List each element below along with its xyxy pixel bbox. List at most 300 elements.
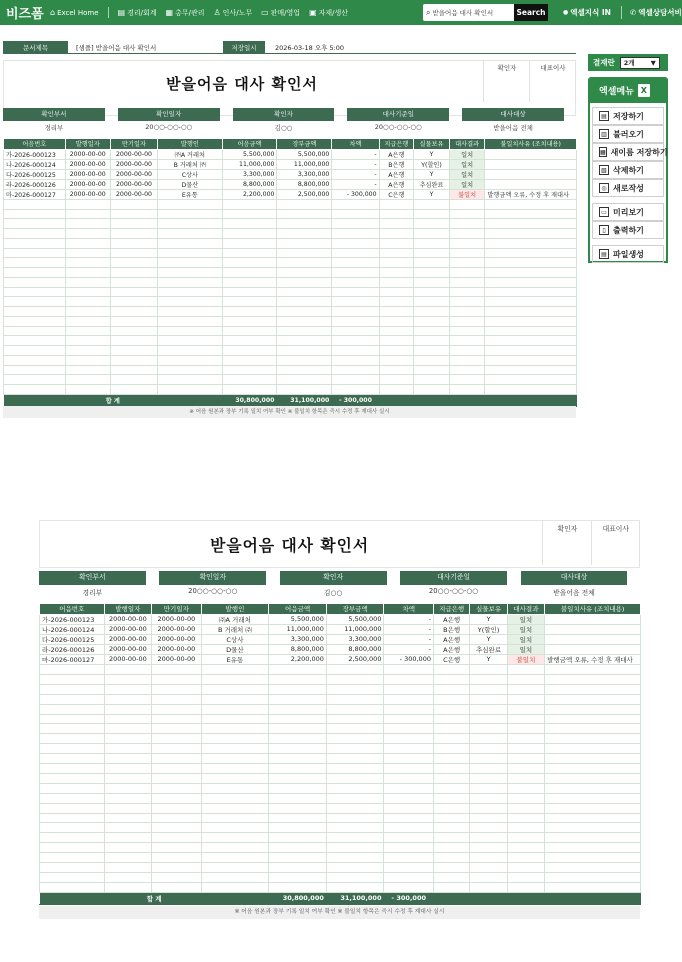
table-cell[interactable]: - 300,000 <box>384 654 434 664</box>
table-cell-empty[interactable] <box>433 664 469 674</box>
table-cell-empty[interactable] <box>379 277 414 287</box>
table-cell-empty[interactable] <box>326 833 384 843</box>
table-cell-empty[interactable] <box>104 744 152 754</box>
table-cell-empty[interactable] <box>104 724 152 734</box>
table-cell[interactable]: 11,000,000 <box>269 624 327 634</box>
table-cell-empty[interactable] <box>104 674 152 684</box>
table-cell-empty[interactable] <box>485 375 577 385</box>
table-cell-empty[interactable] <box>201 724 269 734</box>
table-cell-empty[interactable] <box>104 773 152 783</box>
table-cell-empty[interactable] <box>384 714 434 724</box>
table-cell[interactable]: 2,200,000 <box>222 189 277 199</box>
table-cell-empty[interactable] <box>269 853 327 863</box>
table-cell-empty[interactable] <box>470 803 507 813</box>
table-cell-empty[interactable] <box>433 754 469 764</box>
table-cell-empty[interactable] <box>470 684 507 694</box>
table-cell-empty[interactable] <box>277 229 332 239</box>
table-cell[interactable]: 일치 <box>449 149 485 159</box>
table-cell[interactable]: 일치 <box>449 169 485 179</box>
nav-item-accounting[interactable]: ▤ 경리/회계 <box>117 8 157 17</box>
table-cell-empty[interactable] <box>222 248 277 258</box>
table-cell-empty[interactable] <box>545 724 641 734</box>
table-cell-empty[interactable] <box>433 813 469 823</box>
table-cell-empty[interactable] <box>277 336 332 346</box>
table-cell-empty[interactable] <box>507 744 544 754</box>
table-cell[interactable]: 라-2026-000126 <box>4 179 66 189</box>
table-cell[interactable]: B은행 <box>379 159 414 169</box>
table-cell-empty[interactable] <box>326 744 384 754</box>
table-cell-empty[interactable] <box>384 664 434 674</box>
table-cell-empty[interactable] <box>485 326 577 336</box>
table-cell-empty[interactable] <box>414 268 450 278</box>
table-cell-empty[interactable] <box>104 704 152 714</box>
table-cell-empty[interactable] <box>152 664 202 674</box>
table-cell[interactable]: A은행 <box>433 644 469 654</box>
table-cell-empty[interactable] <box>384 803 434 813</box>
table-cell-empty[interactable] <box>485 277 577 287</box>
table-cell-empty[interactable] <box>433 833 469 843</box>
table-cell-empty[interactable] <box>269 863 327 873</box>
table-cell-empty[interactable] <box>104 803 152 813</box>
table-cell-empty[interactable] <box>433 694 469 704</box>
table-cell-empty[interactable] <box>222 277 277 287</box>
table-cell-empty[interactable] <box>379 375 414 385</box>
table-cell-empty[interactable] <box>379 268 414 278</box>
table-cell-empty[interactable] <box>152 853 202 863</box>
table-cell-empty[interactable] <box>152 773 202 783</box>
table-cell-empty[interactable] <box>201 882 269 892</box>
table-cell-empty[interactable] <box>326 793 384 803</box>
table-cell-empty[interactable] <box>449 258 485 268</box>
table-cell-empty[interactable] <box>433 803 469 813</box>
table-cell[interactable]: 다-2026-000125 <box>40 634 105 644</box>
table-cell-empty[interactable] <box>384 863 434 873</box>
table-cell-empty[interactable] <box>507 684 544 694</box>
table-cell-empty[interactable] <box>201 694 269 704</box>
table-cell-empty[interactable] <box>470 674 507 684</box>
table-cell[interactable]: 나-2026-000124 <box>40 624 105 634</box>
table-cell-empty[interactable] <box>470 754 507 764</box>
table-cell-empty[interactable] <box>470 833 507 843</box>
table-cell-empty[interactable] <box>222 336 277 346</box>
table-cell-empty[interactable] <box>507 873 544 883</box>
table-cell-empty[interactable] <box>65 258 110 268</box>
table-cell-empty[interactable] <box>65 346 110 356</box>
table-cell-empty[interactable] <box>110 385 157 395</box>
table-cell-empty[interactable] <box>110 238 157 248</box>
table-cell-empty[interactable] <box>332 355 379 365</box>
table-cell[interactable]: 가-2026-000123 <box>40 614 105 624</box>
table-cell[interactable]: - <box>332 159 379 169</box>
table-cell[interactable]: 2000-00-00 <box>110 159 157 169</box>
table-cell-empty[interactable] <box>545 704 641 714</box>
table-cell-empty[interactable] <box>40 734 105 744</box>
table-cell-empty[interactable] <box>384 724 434 734</box>
table-cell-empty[interactable] <box>470 764 507 774</box>
table-cell[interactable] <box>545 644 641 654</box>
table-cell-empty[interactable] <box>277 375 332 385</box>
table-cell-empty[interactable] <box>110 277 157 287</box>
table-cell[interactable]: 일치 <box>507 614 544 624</box>
table-cell-empty[interactable] <box>201 734 269 744</box>
table-cell-empty[interactable] <box>4 336 66 346</box>
table-cell-empty[interactable] <box>449 326 485 336</box>
table-cell-empty[interactable] <box>485 346 577 356</box>
table-cell-empty[interactable] <box>433 793 469 803</box>
table-cell[interactable]: 일치 <box>507 644 544 654</box>
table-cell-empty[interactable] <box>449 307 485 317</box>
table-cell-empty[interactable] <box>485 316 577 326</box>
table-cell-empty[interactable] <box>222 268 277 278</box>
table-cell-empty[interactable] <box>269 704 327 714</box>
table-cell[interactable]: C은행 <box>379 189 414 199</box>
table-cell-empty[interactable] <box>4 297 66 307</box>
table-cell-empty[interactable] <box>110 199 157 209</box>
table-cell-empty[interactable] <box>545 664 641 674</box>
table-cell-empty[interactable] <box>152 833 202 843</box>
table-cell-empty[interactable] <box>222 385 277 395</box>
table-cell[interactable]: 5,500,000 <box>269 614 327 624</box>
table-cell-empty[interactable] <box>158 277 223 287</box>
table-cell-empty[interactable] <box>433 744 469 754</box>
table-cell-empty[interactable] <box>485 258 577 268</box>
doc-title-value[interactable]: [샘플] 받을어음 대사 확인서 <box>76 43 157 52</box>
info-value[interactable]: 김○○ <box>323 588 343 597</box>
table-cell-empty[interactable] <box>4 346 66 356</box>
table-cell-empty[interactable] <box>507 694 544 704</box>
table-cell-empty[interactable] <box>222 307 277 317</box>
table-cell[interactable]: 나-2026-000124 <box>4 159 66 169</box>
info-value[interactable]: 받을어음 전체 <box>493 124 533 132</box>
table-cell[interactable]: 일치 <box>449 159 485 169</box>
table-cell-empty[interactable] <box>384 853 434 863</box>
table-cell[interactable]: - <box>332 179 379 189</box>
table-cell-empty[interactable] <box>326 674 384 684</box>
table-cell-empty[interactable] <box>269 773 327 783</box>
table-cell[interactable]: - 300,000 <box>332 189 379 199</box>
table-cell-empty[interactable] <box>433 734 469 744</box>
table-cell-empty[interactable] <box>201 714 269 724</box>
table-cell[interactable]: 2000-00-00 <box>152 614 202 624</box>
table-cell-empty[interactable] <box>222 258 277 268</box>
table-cell-empty[interactable] <box>384 773 434 783</box>
table-cell-empty[interactable] <box>379 365 414 375</box>
table-cell-empty[interactable] <box>326 734 384 744</box>
table-cell-empty[interactable] <box>449 209 485 219</box>
table-cell[interactable]: 3,300,000 <box>326 634 384 644</box>
table-cell-empty[interactable] <box>545 764 641 774</box>
table-cell-empty[interactable] <box>277 297 332 307</box>
info-value[interactable]: 경리부 <box>44 124 64 132</box>
table-cell-empty[interactable] <box>158 258 223 268</box>
table-cell-empty[interactable] <box>222 229 277 239</box>
table-cell[interactable]: Y <box>414 189 450 199</box>
table-cell-empty[interactable] <box>414 219 450 229</box>
table-cell-empty[interactable] <box>449 229 485 239</box>
table-cell[interactable]: A은행 <box>379 149 414 159</box>
table-cell-empty[interactable] <box>4 199 66 209</box>
table-cell-empty[interactable] <box>269 744 327 754</box>
table-cell-empty[interactable] <box>414 258 450 268</box>
table-cell-empty[interactable] <box>507 764 544 774</box>
table-cell-empty[interactable] <box>414 316 450 326</box>
table-cell-empty[interactable] <box>104 833 152 843</box>
table-cell-empty[interactable] <box>326 724 384 734</box>
table-cell[interactable]: A은행 <box>433 614 469 624</box>
table-cell[interactable]: Y(할인) <box>470 624 507 634</box>
table-cell[interactable]: - <box>384 624 434 634</box>
table-cell-empty[interactable] <box>4 385 66 395</box>
table-cell-empty[interactable] <box>384 783 434 793</box>
table-cell-empty[interactable] <box>104 734 152 744</box>
table-cell-empty[interactable] <box>65 268 110 278</box>
table-cell[interactable]: 일치 <box>507 624 544 634</box>
table-cell-empty[interactable] <box>384 744 434 754</box>
table-cell-empty[interactable] <box>152 684 202 694</box>
table-cell-empty[interactable] <box>152 843 202 853</box>
table-cell-empty[interactable] <box>222 355 277 365</box>
table-cell-empty[interactable] <box>326 803 384 813</box>
table-cell-empty[interactable] <box>332 219 379 229</box>
table-cell-empty[interactable] <box>201 843 269 853</box>
table-cell-empty[interactable] <box>222 219 277 229</box>
table-cell-empty[interactable] <box>449 248 485 258</box>
table-cell-empty[interactable] <box>384 793 434 803</box>
table-cell-empty[interactable] <box>152 863 202 873</box>
table-cell-empty[interactable] <box>201 803 269 813</box>
table-cell-empty[interactable] <box>110 297 157 307</box>
table-cell[interactable]: 2000-00-00 <box>152 634 202 644</box>
table-cell-empty[interactable] <box>269 694 327 704</box>
table-cell-empty[interactable] <box>158 346 223 356</box>
table-cell-empty[interactable] <box>222 375 277 385</box>
create-file-button[interactable]: ▤ 파일생성 <box>592 245 664 263</box>
table-cell-empty[interactable] <box>379 199 414 209</box>
table-cell-empty[interactable] <box>545 803 641 813</box>
table-cell-empty[interactable] <box>201 833 269 843</box>
table-cell-empty[interactable] <box>269 664 327 674</box>
table-cell-empty[interactable] <box>485 248 577 258</box>
table-cell[interactable]: 2000-00-00 <box>104 634 152 644</box>
excel-consult-link[interactable]: ✆ 엑셀상담서비 <box>621 6 682 19</box>
table-cell-empty[interactable] <box>201 704 269 714</box>
table-cell[interactable]: ㈜A 거래처 <box>201 614 269 624</box>
table-cell-empty[interactable] <box>158 375 223 385</box>
table-cell-empty[interactable] <box>40 724 105 734</box>
table-cell-empty[interactable] <box>332 199 379 209</box>
table-cell-empty[interactable] <box>222 316 277 326</box>
table-cell-empty[interactable] <box>277 248 332 258</box>
table-cell-empty[interactable] <box>201 853 269 863</box>
table-cell[interactable] <box>485 179 577 189</box>
table-cell-empty[interactable] <box>470 773 507 783</box>
table-cell-empty[interactable] <box>384 694 434 704</box>
table-cell[interactable]: 8,800,000 <box>277 179 332 189</box>
table-cell-empty[interactable] <box>269 873 327 883</box>
table-cell-empty[interactable] <box>104 853 152 863</box>
table-cell[interactable]: Y <box>470 634 507 644</box>
table-cell-empty[interactable] <box>414 277 450 287</box>
table-cell-empty[interactable] <box>379 336 414 346</box>
table-cell-empty[interactable] <box>470 694 507 704</box>
table-cell-empty[interactable] <box>470 734 507 744</box>
table-cell-empty[interactable] <box>433 773 469 783</box>
table-cell[interactable] <box>545 614 641 624</box>
table-cell-empty[interactable] <box>332 268 379 278</box>
table-cell-empty[interactable] <box>4 365 66 375</box>
table-cell[interactable]: 2000-00-00 <box>65 169 110 179</box>
table-cell-empty[interactable] <box>470 823 507 833</box>
table-cell-empty[interactable] <box>332 238 379 248</box>
table-cell-empty[interactable] <box>332 229 379 239</box>
table-cell-empty[interactable] <box>65 248 110 258</box>
table-cell-empty[interactable] <box>65 326 110 336</box>
table-cell-empty[interactable] <box>449 375 485 385</box>
table-cell-empty[interactable] <box>449 385 485 395</box>
table-cell[interactable]: 2000-00-00 <box>104 624 152 634</box>
table-cell-empty[interactable] <box>158 219 223 229</box>
table-cell-empty[interactable] <box>158 307 223 317</box>
table-cell[interactable]: E유통 <box>158 189 223 199</box>
table-cell-empty[interactable] <box>326 873 384 883</box>
table-cell-empty[interactable] <box>485 307 577 317</box>
table-cell-empty[interactable] <box>326 863 384 873</box>
table-cell[interactable]: 8,800,000 <box>269 644 327 654</box>
table-cell-empty[interactable] <box>65 229 110 239</box>
table-cell-empty[interactable] <box>545 823 641 833</box>
table-cell[interactable]: B은행 <box>433 624 469 634</box>
table-cell-empty[interactable] <box>384 823 434 833</box>
table-cell[interactable]: 2000-00-00 <box>152 644 202 654</box>
table-cell-empty[interactable] <box>40 694 105 704</box>
table-cell-empty[interactable] <box>222 287 277 297</box>
table-cell-empty[interactable] <box>110 219 157 229</box>
info-value[interactable]: 20○○-○○-○○ <box>428 586 479 595</box>
table-cell[interactable] <box>545 624 641 634</box>
table-cell-empty[interactable] <box>545 674 641 684</box>
table-cell[interactable]: 2000-00-00 <box>152 654 202 664</box>
nav-item-materials[interactable]: ▣ 자재/생산 <box>309 8 349 17</box>
table-cell-empty[interactable] <box>40 773 105 783</box>
table-cell-empty[interactable] <box>326 773 384 783</box>
preview-button[interactable]: ▭ 미리보기 <box>592 203 664 221</box>
table-cell-empty[interactable] <box>201 744 269 754</box>
table-cell-empty[interactable] <box>158 248 223 258</box>
table-cell-empty[interactable] <box>152 783 202 793</box>
table-cell[interactable] <box>545 634 641 644</box>
table-cell-empty[interactable] <box>40 783 105 793</box>
table-cell-empty[interactable] <box>104 714 152 724</box>
table-cell[interactable]: A은행 <box>379 179 414 189</box>
table-cell[interactable]: 2000-00-00 <box>65 149 110 159</box>
table-cell-empty[interactable] <box>152 714 202 724</box>
table-cell[interactable]: ㈜A 거래처 <box>158 149 223 159</box>
table-cell[interactable]: C상사 <box>201 634 269 644</box>
table-cell-empty[interactable] <box>507 853 544 863</box>
nav-item-hr[interactable]: ♙ 인사/노무 <box>213 8 253 17</box>
table-cell-empty[interactable] <box>65 316 110 326</box>
table-cell[interactable]: 불일치 <box>507 654 544 664</box>
table-cell[interactable]: 11,000,000 <box>326 624 384 634</box>
table-cell-empty[interactable] <box>152 724 202 734</box>
table-cell-empty[interactable] <box>152 882 202 892</box>
table-cell-empty[interactable] <box>277 238 332 248</box>
table-cell-empty[interactable] <box>269 724 327 734</box>
table-cell-empty[interactable] <box>485 365 577 375</box>
table-cell-empty[interactable] <box>414 326 450 336</box>
table-cell-empty[interactable] <box>470 863 507 873</box>
table-cell[interactable]: 11,000,000 <box>277 159 332 169</box>
table-cell-empty[interactable] <box>379 209 414 219</box>
table-cell[interactable]: 5,500,000 <box>222 149 277 159</box>
table-cell[interactable]: 2000-00-00 <box>104 654 152 664</box>
table-cell-empty[interactable] <box>104 684 152 694</box>
table-cell[interactable]: 2000-00-00 <box>65 159 110 169</box>
table-cell-empty[interactable] <box>414 229 450 239</box>
table-cell-empty[interactable] <box>104 843 152 853</box>
table-cell-empty[interactable] <box>332 307 379 317</box>
table-cell-empty[interactable] <box>414 297 450 307</box>
table-cell-empty[interactable] <box>379 238 414 248</box>
table-cell-empty[interactable] <box>277 277 332 287</box>
table-cell-empty[interactable] <box>40 863 105 873</box>
table-cell-empty[interactable] <box>269 843 327 853</box>
table-cell-empty[interactable] <box>332 365 379 375</box>
table-cell-empty[interactable] <box>470 724 507 734</box>
table-cell[interactable] <box>485 149 577 159</box>
table-cell-empty[interactable] <box>449 238 485 248</box>
table-cell[interactable]: 마-2026-000127 <box>4 189 66 199</box>
table-cell-empty[interactable] <box>152 813 202 823</box>
table-cell-empty[interactable] <box>4 316 66 326</box>
table-cell-empty[interactable] <box>104 783 152 793</box>
table-cell-empty[interactable] <box>201 823 269 833</box>
table-cell-empty[interactable] <box>485 238 577 248</box>
table-cell[interactable]: 마-2026-000127 <box>40 654 105 664</box>
table-cell-empty[interactable] <box>65 385 110 395</box>
table-cell-empty[interactable] <box>269 764 327 774</box>
table-cell-empty[interactable] <box>40 803 105 813</box>
table-cell-empty[interactable] <box>449 346 485 356</box>
table-cell-empty[interactable] <box>158 209 223 219</box>
table-cell-empty[interactable] <box>110 229 157 239</box>
table-cell-empty[interactable] <box>545 684 641 694</box>
table-cell-empty[interactable] <box>222 297 277 307</box>
table-cell-empty[interactable] <box>507 714 544 724</box>
table-cell-empty[interactable] <box>433 853 469 863</box>
table-cell[interactable]: B 거래처 ㈜ <box>201 624 269 634</box>
delete-button[interactable]: ▧ 삭제하기 <box>592 161 664 179</box>
table-cell-empty[interactable] <box>545 793 641 803</box>
site-logo[interactable]: 비즈폼 <box>6 7 44 22</box>
table-cell[interactable]: Y(할인) <box>414 159 450 169</box>
table-cell[interactable]: 2,200,000 <box>269 654 327 664</box>
table-cell-empty[interactable] <box>65 277 110 287</box>
table-cell-empty[interactable] <box>277 258 332 268</box>
table-cell-empty[interactable] <box>40 882 105 892</box>
table-cell-empty[interactable] <box>4 277 66 287</box>
table-cell-empty[interactable] <box>414 375 450 385</box>
table-cell-empty[interactable] <box>269 714 327 724</box>
table-cell-empty[interactable] <box>507 783 544 793</box>
table-cell[interactable]: A은행 <box>433 634 469 644</box>
table-cell-empty[interactable] <box>507 803 544 813</box>
table-cell-empty[interactable] <box>277 316 332 326</box>
table-cell-empty[interactable] <box>470 853 507 863</box>
table-cell-empty[interactable] <box>485 209 577 219</box>
table-cell-empty[interactable] <box>449 355 485 365</box>
table-cell-empty[interactable] <box>449 365 485 375</box>
